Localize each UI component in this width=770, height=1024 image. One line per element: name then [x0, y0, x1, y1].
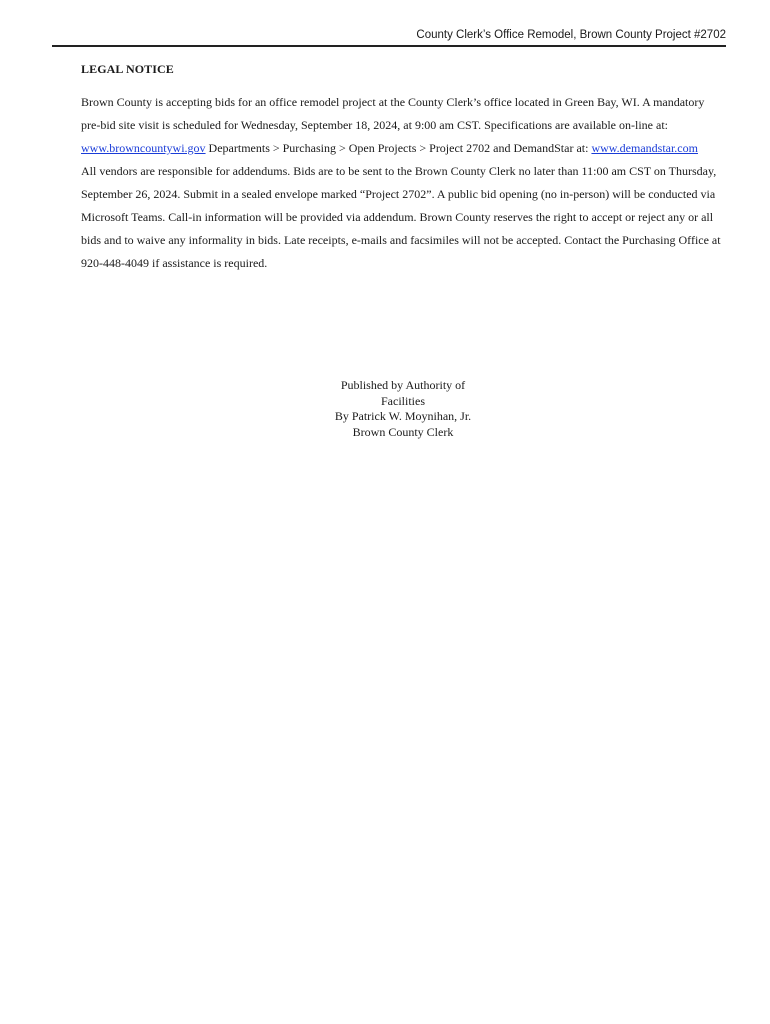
demandstar-link[interactable]: www.demandstar.com — [591, 141, 698, 155]
legal-notice — [81, 62, 721, 439]
signature-block — [0, 378, 770, 440]
notice-title: LEGAL NOTICE — [81, 62, 174, 76]
header-title: County Clerk’s Office Remodel, Brown County Project #2702 — [416, 29, 726, 41]
signature-line-4: Brown County Clerk — [352, 424, 454, 439]
browncounty-link[interactable]: www.browncountywi.gov — [81, 141, 206, 155]
signature-line-2: Facilities — [381, 393, 425, 408]
paragraph-1-text-a: Brown County is accepting bids for an office remodel project at the County Clerk’s office located in Green Bay, WI. A mandatory pre-bid site visit is scheduled for Wednesday, September 18, 2024, at 9:00 am CST. Specifications are available on-line at: — [81, 95, 705, 132]
paragraph-1-text-b: Departments > Purchasing > Open Projects > Project 2702 and DemandStar at: — [205, 141, 592, 155]
notice-paragraph-2: All vendors are responsible for addendums. Bids are to be sent to the Brown County Clerk no later than 11:00 am CST on Thursday, September 26, 2024. Submit in a sealed envelope marked “Project 2702”. A public bid opening (no in-person) will be conducted via Microsoft Teams. Call-in information will be provided via addendum. Brown County reserves the right to accept or reject any or all bids and to waive any informality in bids. Late receipts, e-mails and facsimiles will not be accepted. Contact the Purchasing Office at 920-448-4049 if assistance is required. — [81, 164, 721, 270]
page-header — [52, 28, 726, 47]
notice-paragraph-1 — [81, 91, 721, 160]
signature-line-1: Published by Authority of — [340, 378, 466, 392]
signature-line-3: By Patrick W. Moynihan, Jr. — [334, 409, 472, 423]
